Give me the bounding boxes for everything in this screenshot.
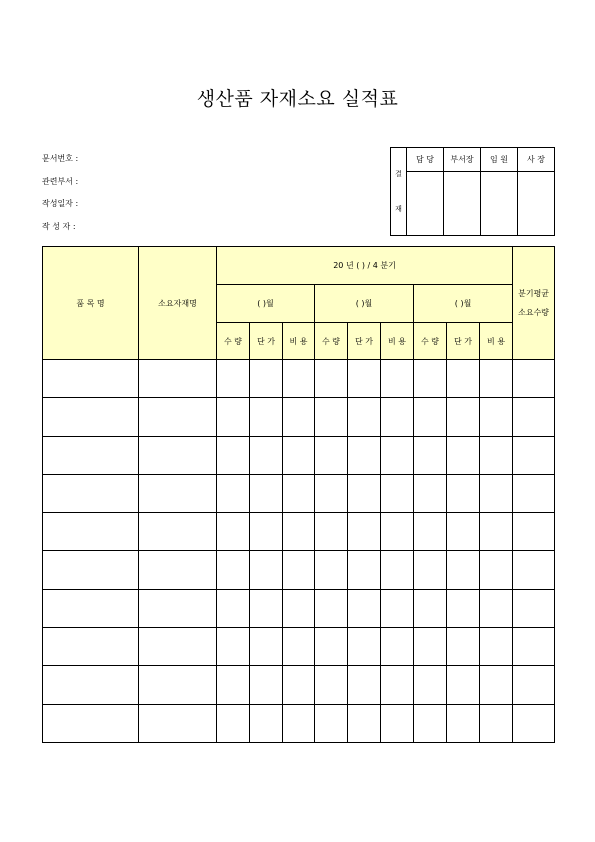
header-cost: 비 용: [480, 323, 513, 360]
table-cell[interactable]: [217, 666, 250, 704]
table-cell[interactable]: [217, 513, 250, 551]
table-cell[interactable]: [217, 360, 250, 398]
table-cell[interactable]: [480, 513, 513, 551]
table-cell[interactable]: [381, 704, 414, 742]
table-cell[interactable]: [283, 666, 315, 704]
doc-number-label: 문서번호 :: [42, 154, 79, 163]
table-cell[interactable]: [283, 589, 315, 627]
table-cell[interactable]: [348, 513, 381, 551]
table-cell[interactable]: [447, 474, 480, 512]
approval-sign-president[interactable]: [518, 172, 555, 236]
table-cell[interactable]: [348, 589, 381, 627]
table-cell[interactable]: [414, 628, 447, 666]
table-cell[interactable]: [43, 628, 139, 666]
table-cell[interactable]: [513, 551, 555, 589]
table-cell[interactable]: [513, 360, 555, 398]
table-cell[interactable]: [250, 513, 283, 551]
table-cell[interactable]: [348, 704, 381, 742]
table-cell[interactable]: [513, 474, 555, 512]
table-cell[interactable]: [43, 551, 139, 589]
table-cell[interactable]: [348, 360, 381, 398]
table-cell[interactable]: [217, 628, 250, 666]
table-row: [43, 436, 555, 474]
table-cell[interactable]: [480, 398, 513, 436]
document-title: 생산품 자재소요 실적표: [196, 88, 399, 110]
table-cell[interactable]: [447, 398, 480, 436]
table-cell[interactable]: [315, 436, 348, 474]
header-quarter-average-line2: 소요수량: [518, 308, 550, 317]
header-unit-price: 단 가: [250, 323, 283, 360]
table-cell[interactable]: [217, 589, 250, 627]
table-cell[interactable]: [139, 589, 217, 627]
table-cell[interactable]: [381, 474, 414, 512]
table-cell[interactable]: [381, 666, 414, 704]
table-row: [43, 360, 555, 398]
approval-sign-staff[interactable]: [407, 172, 444, 236]
table-cell[interactable]: [250, 628, 283, 666]
table-cell[interactable]: [43, 398, 139, 436]
approval-header-executive: 임 원: [481, 148, 518, 172]
table-cell[interactable]: [513, 628, 555, 666]
table-cell[interactable]: [217, 398, 250, 436]
table-cell[interactable]: [283, 704, 315, 742]
table-cell[interactable]: [315, 360, 348, 398]
header-quantity: 수 량: [217, 323, 250, 360]
approval-header-dept-head: 부서장: [444, 148, 481, 172]
department-label: 관련부서 :: [42, 176, 79, 186]
table-cell[interactable]: [348, 436, 381, 474]
header-quarter-average-line1: 분기평균: [518, 289, 550, 298]
table-cell[interactable]: [414, 551, 447, 589]
header-quantity: 수 량: [414, 323, 447, 360]
table-cell[interactable]: [217, 704, 250, 742]
table-cell[interactable]: [43, 666, 139, 704]
table-cell[interactable]: [447, 551, 480, 589]
table-cell[interactable]: [513, 513, 555, 551]
header-material-name: 소요자재명: [139, 247, 217, 360]
table-cell[interactable]: [480, 704, 513, 742]
table-cell[interactable]: [381, 628, 414, 666]
table-cell[interactable]: [283, 474, 315, 512]
table-cell[interactable]: [447, 513, 480, 551]
table-cell[interactable]: [447, 704, 480, 742]
table-cell[interactable]: [139, 436, 217, 474]
table-row: [43, 398, 555, 436]
table-cell[interactable]: [139, 360, 217, 398]
table-cell[interactable]: [513, 704, 555, 742]
table-cell[interactable]: [250, 398, 283, 436]
approval-side-bottom: 재: [395, 204, 402, 213]
table-cell[interactable]: [447, 628, 480, 666]
table-cell[interactable]: [217, 551, 250, 589]
table-cell[interactable]: [414, 589, 447, 627]
table-cell[interactable]: [513, 398, 555, 436]
table-cell[interactable]: [43, 704, 139, 742]
table-cell[interactable]: [283, 551, 315, 589]
table-cell[interactable]: [381, 436, 414, 474]
table-row: [43, 589, 555, 627]
table-cell[interactable]: [480, 589, 513, 627]
written-date-label: 작성일자 :: [42, 199, 79, 208]
table-row: [43, 704, 555, 742]
table-cell[interactable]: [217, 474, 250, 512]
table-cell[interactable]: [139, 474, 217, 512]
table-cell[interactable]: [43, 360, 139, 398]
table-cell[interactable]: [139, 628, 217, 666]
table-row: [43, 474, 555, 512]
table-cell[interactable]: [348, 474, 381, 512]
header-item-name: 품 목 명: [43, 247, 139, 360]
table-cell[interactable]: [283, 513, 315, 551]
table-cell[interactable]: [348, 398, 381, 436]
table-cell[interactable]: [43, 513, 139, 551]
table-cell[interactable]: [513, 589, 555, 627]
header-month-2: ( )월: [315, 285, 414, 323]
table-cell[interactable]: [315, 398, 348, 436]
table-cell[interactable]: [414, 513, 447, 551]
table-cell[interactable]: [480, 474, 513, 512]
table-cell[interactable]: [283, 436, 315, 474]
table-cell[interactable]: [315, 704, 348, 742]
table-cell[interactable]: [43, 474, 139, 512]
table-cell[interactable]: [348, 628, 381, 666]
table-cell[interactable]: [43, 436, 139, 474]
author-label: 작 성 자 :: [42, 221, 76, 231]
table-cell[interactable]: [381, 398, 414, 436]
table-cell[interactable]: [480, 360, 513, 398]
table-cell[interactable]: [217, 436, 250, 474]
approval-side-label: [391, 148, 407, 236]
table-cell[interactable]: [250, 704, 283, 742]
table-cell[interactable]: [414, 666, 447, 704]
table-cell[interactable]: [480, 666, 513, 704]
table-cell[interactable]: [283, 398, 315, 436]
header-cost: 비 용: [283, 323, 315, 360]
table-cell[interactable]: [315, 589, 348, 627]
table-row: [43, 551, 555, 589]
approval-header-president: 사 장: [518, 148, 555, 172]
table-cell[interactable]: [315, 666, 348, 704]
table-cell[interactable]: [480, 628, 513, 666]
table-cell[interactable]: [139, 551, 217, 589]
approval-box: [390, 147, 555, 236]
table-cell[interactable]: [250, 551, 283, 589]
table-cell[interactable]: [250, 474, 283, 512]
table-cell[interactable]: [250, 589, 283, 627]
table-cell[interactable]: [348, 551, 381, 589]
table-cell[interactable]: [315, 474, 348, 512]
table-cell[interactable]: [348, 666, 381, 704]
table-cell[interactable]: [315, 551, 348, 589]
header-period: 20 년 ( ) / 4 분기: [217, 247, 513, 285]
header-unit-price: 단 가: [447, 323, 480, 360]
table-cell[interactable]: [315, 628, 348, 666]
table-row: [43, 666, 555, 704]
header-month-3: ( )월: [414, 285, 513, 323]
table-cell[interactable]: [283, 360, 315, 398]
table-cell[interactable]: [139, 666, 217, 704]
approval-side-top: 결: [395, 169, 402, 178]
table-cell[interactable]: [414, 398, 447, 436]
table-cell[interactable]: [414, 474, 447, 512]
approval-sign-dept-head[interactable]: [444, 172, 481, 236]
table-cell[interactable]: [381, 513, 414, 551]
table-cell[interactable]: [381, 360, 414, 398]
table-cell[interactable]: [414, 360, 447, 398]
document-meta: [42, 148, 78, 238]
table-cell[interactable]: [381, 589, 414, 627]
table-cell[interactable]: [447, 360, 480, 398]
table-cell[interactable]: [43, 589, 139, 627]
header-cost: 비 용: [381, 323, 414, 360]
table-cell[interactable]: [513, 436, 555, 474]
table-cell[interactable]: [250, 666, 283, 704]
table-cell[interactable]: [139, 398, 217, 436]
table-row: [43, 628, 555, 666]
table-cell[interactable]: [447, 436, 480, 474]
table-cell[interactable]: [381, 551, 414, 589]
table-row: [43, 513, 555, 551]
table-cell[interactable]: [139, 704, 217, 742]
table-cell[interactable]: [414, 436, 447, 474]
table-cell[interactable]: [250, 360, 283, 398]
table-cell[interactable]: [480, 551, 513, 589]
table-cell[interactable]: [139, 513, 217, 551]
approval-header-staff: 담 당: [407, 148, 444, 172]
header-unit-price: 단 가: [348, 323, 381, 360]
table-cell[interactable]: [250, 436, 283, 474]
table-cell[interactable]: [447, 589, 480, 627]
table-cell[interactable]: [513, 666, 555, 704]
approval-sign-executive[interactable]: [481, 172, 518, 236]
table-cell[interactable]: [480, 436, 513, 474]
header-quantity: 수 량: [315, 323, 348, 360]
table-cell[interactable]: [283, 628, 315, 666]
header-month-1: ( )월: [217, 285, 315, 323]
table-cell[interactable]: [414, 704, 447, 742]
table-cell[interactable]: [447, 666, 480, 704]
materials-table: [42, 246, 555, 743]
table-cell[interactable]: [315, 513, 348, 551]
header-quarter-average: [513, 247, 555, 360]
